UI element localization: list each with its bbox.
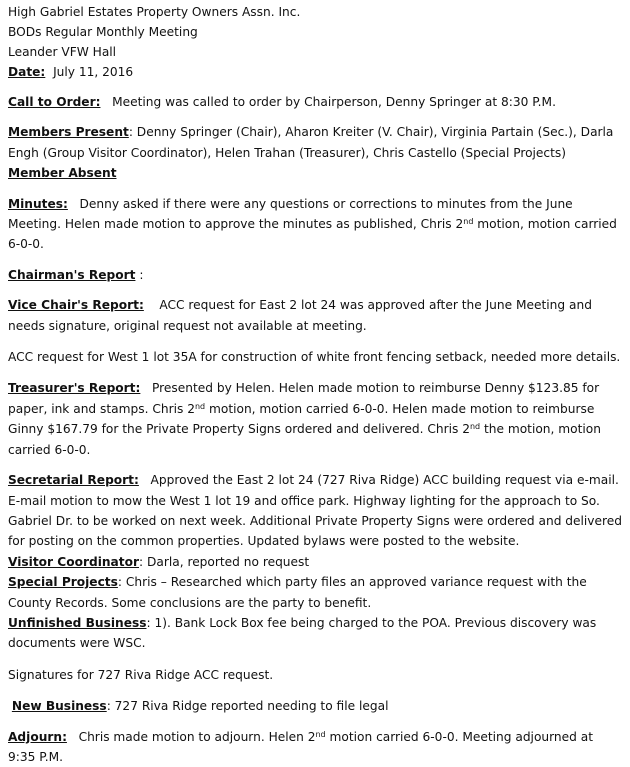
member-absent-label: Member Absent	[8, 166, 117, 181]
vice-chairs-report-section	[8, 295, 622, 336]
org-name: High Gabriel Estates Property Owners Assn. Inc.	[8, 5, 301, 19]
chairmans-report-label: Chairman's Report	[8, 267, 136, 282]
treasurers-report-text-b: motion, motion carried 6-0-0. Helen made motion to reimburse Ginny $167.79 for the Private Property Signs ordered and delivered. Chris 2	[8, 401, 595, 437]
minutes-sup: nd	[463, 217, 474, 227]
treasurers-report-sup-1: nd	[194, 401, 206, 411]
special-projects-section	[8, 572, 622, 613]
treasurers-report-text-c: the motion, motion carried 6-0-0.	[8, 422, 601, 457]
visitor-coordinator-label: Visitor Coordinator	[8, 554, 139, 569]
unfinished-business-section	[8, 613, 622, 654]
treasurers-report-label: Treasurer's Report:	[8, 381, 141, 396]
adjourn-section	[8, 727, 622, 767]
new-business-label: New Business	[11, 699, 107, 714]
adjourn-text-a: Chris made motion to adjourn. Helen 2	[78, 729, 316, 744]
chairmans-report-section	[8, 265, 622, 285]
minutes-label: Minutes:	[8, 196, 68, 211]
signatures-paragraph: Signatures for 727 Riva Ridge ACC request.	[8, 667, 274, 682]
members-present-label: Members Present	[8, 125, 129, 140]
unfinished-business-label: Unfinished Business	[8, 615, 147, 630]
minutes-section	[8, 194, 622, 255]
minutes-text-b: motion, motion carried 6-0-0.	[8, 217, 617, 252]
members-present-section	[8, 122, 622, 163]
secretarial-report-text: Approved the East 2 lot 24 (727 Riva Ridge) ACC building request via e-mail. E-mail motion to mow the West 1 lot 19 and office park. Highway lighting for the approach to So. Gabriel Dr. to be worked on next week. Additional Private Property Signs were ordered and delivered for posting on the common properties. Updated bylaws were posted to the website.	[8, 473, 622, 549]
new-business-text: : 727 Riva Ridge reported needing to file legal	[106, 699, 389, 714]
members-present-text: : Denny Springer (Chair), Aharon Kreiter (V. Chair), Virginia Partain (Sec.), Darla Engh (Group Visitor Coordinator), Helen Trahan (Treasurer), Chris Castello (Special Projects)	[8, 125, 614, 160]
meeting-location: Leander VFW Hall	[8, 45, 117, 59]
special-projects-text: : Chris – Researched which party files an approved variance request with the County Records. Some conclusions are the party to benefit.	[8, 575, 587, 610]
vice-chairs-report-text: ACC request for East 2 lot 24 was approved after the June Meeting and needs signature, original request not available at meeting.	[8, 298, 592, 333]
meeting-date	[8, 62, 622, 82]
call-to-order-label: Call to Order:	[8, 95, 101, 109]
new-business-section	[8, 696, 622, 716]
chairmans-report-text: :	[135, 267, 144, 282]
adjourn-label: Adjourn:	[8, 729, 67, 744]
secretarial-report-section	[8, 470, 622, 552]
secretarial-report-label: Secretarial Report:	[8, 473, 139, 488]
acc-request-paragraph: ACC request for West 1 lot 35A for construction of white front fencing setback, needed more details.	[8, 350, 621, 365]
treasurers-report-sup-2: nd	[469, 422, 481, 432]
call-to-order-text: Meeting was called to order by Chairperson, Denny Springer at 8:30 P.M.	[112, 95, 556, 109]
special-projects-label: Special Projects	[8, 575, 118, 590]
treasurers-report-text-a: Presented by Helen. Helen made motion to reimburse Denny $123.85 for paper, ink and stamps. Chris 2	[8, 381, 600, 416]
meeting-type: BODs Regular Monthly Meeting	[8, 25, 198, 39]
unfinished-business-text: : 1). Bank Lock Box fee being charged to the POA. Previous discovery was documents were WSC.	[8, 615, 597, 651]
member-absent-section	[8, 163, 622, 183]
date-value: July 11, 2016	[53, 65, 134, 79]
vice-chairs-report-label: Vice Chair's Report:	[8, 298, 144, 313]
call-to-order-section	[8, 92, 622, 112]
treasurers-report-section	[8, 378, 622, 460]
date-label: Date:	[8, 65, 46, 79]
visitor-coordinator-text: : Darla, reported no request	[139, 554, 310, 569]
minutes-text-a: Denny asked if there were any questions or corrections to minutes from the June Meeting. Helen made motion to approve the minutes as published, Chris 2	[8, 196, 573, 232]
adjourn-sup: nd	[315, 729, 326, 739]
visitor-coordinator-section	[8, 552, 622, 572]
adjourn-text-b: motion carried 6-0-0. Meeting adjourned at 9:35 P.M.	[8, 729, 593, 764]
